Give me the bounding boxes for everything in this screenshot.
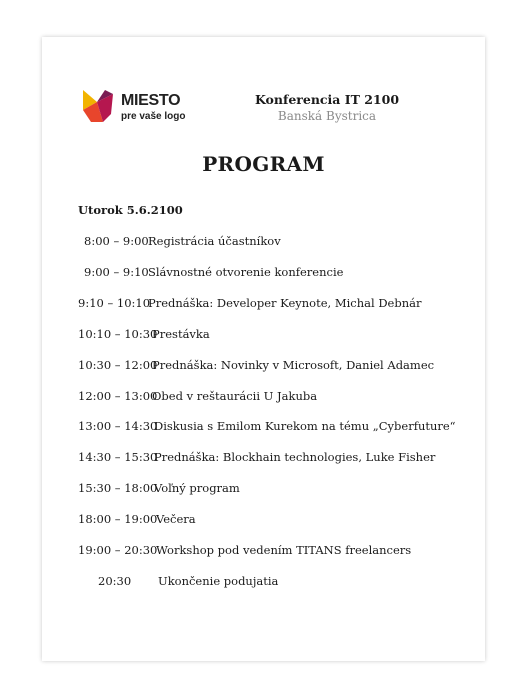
logo-subtitle: pre vaše logo (121, 111, 186, 122)
schedule-event: Ukončenie podujatia (158, 574, 279, 588)
schedule-event: Obed v reštaurácii U Jakuba (152, 389, 318, 403)
logo-name: MIESTO (121, 92, 181, 109)
day-label: Utorok 5.6.2100 (78, 203, 183, 217)
schedule-time: 13:00 – 14:30 (78, 419, 158, 433)
schedule-time: 14:30 – 15:30 (78, 450, 158, 464)
schedule-event: Prednáška: Developer Keynote, Michal Debnár (148, 296, 422, 310)
schedule-event: Slávnostné otvorenie konferencie (148, 265, 344, 279)
conference-place: Banská Bystrica (277, 109, 377, 123)
conference-title: Konferencia IT 2100 (254, 92, 400, 107)
schedule-event: Diskusia s Emilom Kurekom na tému „Cyberfuture“ (154, 419, 456, 433)
schedule-time: 15:30 – 18:00 (78, 481, 158, 495)
schedule-time: 9:10 – 10:10 (78, 296, 151, 310)
schedule-time: 10:10 – 10:30 (78, 327, 158, 341)
schedule-event: Prednáška: Blockhain technologies, Luke Fisher (154, 450, 436, 464)
schedule-time: 12:00 – 13:00 (78, 389, 158, 403)
schedule-time: 9:00 – 9:10 (84, 265, 149, 279)
schedule-time: 8:00 – 9:00 (84, 234, 149, 248)
schedule-event: Registrácia účastníkov (148, 234, 281, 248)
logo-mark-icon (81, 88, 115, 124)
schedule-time: 18:00 – 19:00 (78, 512, 158, 526)
program-title: PROGRAM (202, 152, 325, 176)
document-page (42, 37, 485, 661)
schedule-time: 10:30 – 12:00 (78, 358, 158, 372)
schedule-event: Večera (156, 512, 196, 526)
schedule-time: 19:00 – 20:30 (78, 543, 158, 557)
schedule-event: Voľný program (154, 481, 240, 495)
city-logo (81, 87, 191, 127)
schedule-time: 20:30 (98, 574, 132, 588)
schedule-event: Prednáška: Novinky v Microsoft, Daniel Adamec (152, 358, 435, 372)
schedule-event: Prestávka (152, 327, 210, 341)
schedule-event: Workshop pod vedením TITANS freelancers (156, 543, 412, 557)
